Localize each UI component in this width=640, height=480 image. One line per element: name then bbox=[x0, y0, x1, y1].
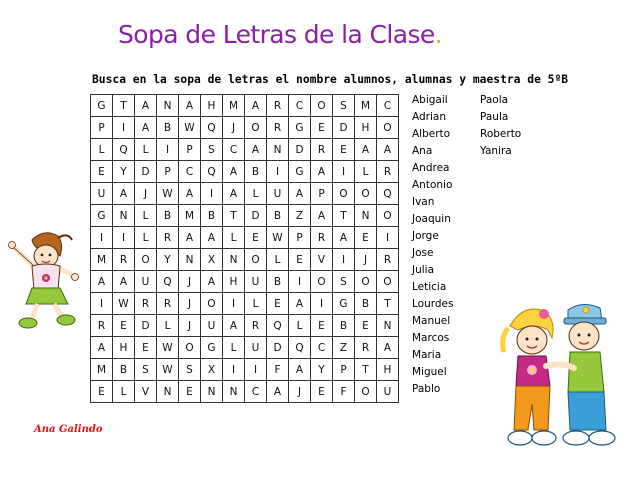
grid-cell: R bbox=[91, 315, 113, 337]
grid-cell: B bbox=[201, 205, 223, 227]
grid-cell: M bbox=[91, 249, 113, 271]
grid-cell: H bbox=[355, 117, 377, 139]
grid-cell: N bbox=[267, 139, 289, 161]
grid-cell: O bbox=[333, 183, 355, 205]
grid-cell: E bbox=[311, 381, 333, 403]
grid-cell: H bbox=[377, 359, 399, 381]
grid-cell: N bbox=[157, 381, 179, 403]
name-item: Andrea bbox=[412, 162, 450, 174]
grid-cell: R bbox=[311, 227, 333, 249]
grid-cell: G bbox=[91, 95, 113, 117]
grid-cell: L bbox=[245, 293, 267, 315]
grid-cell: B bbox=[157, 205, 179, 227]
grid-cell: A bbox=[311, 205, 333, 227]
grid-cell: A bbox=[201, 227, 223, 249]
name-item: Maria bbox=[412, 349, 442, 361]
grid-cell: T bbox=[223, 205, 245, 227]
grid-cell: A bbox=[223, 161, 245, 183]
grid-cell: G bbox=[289, 161, 311, 183]
grid-cell: A bbox=[179, 227, 201, 249]
grid-cell: P bbox=[333, 359, 355, 381]
grid-cell: G bbox=[201, 337, 223, 359]
grid-cell: O bbox=[245, 117, 267, 139]
grid-cell: E bbox=[91, 161, 113, 183]
grid-cell: A bbox=[223, 183, 245, 205]
grid-cell: O bbox=[179, 337, 201, 359]
grid-cell: E bbox=[245, 227, 267, 249]
grid-cell: I bbox=[333, 249, 355, 271]
grid-cell: V bbox=[311, 249, 333, 271]
grid-cell: S bbox=[179, 359, 201, 381]
grid-cell: S bbox=[135, 359, 157, 381]
grid-cell: E bbox=[113, 315, 135, 337]
grid-cell: T bbox=[333, 205, 355, 227]
grid-cell: B bbox=[267, 271, 289, 293]
grid-cell: H bbox=[113, 337, 135, 359]
grid-cell: N bbox=[179, 249, 201, 271]
grid-cell: W bbox=[267, 227, 289, 249]
grid-cell: P bbox=[157, 161, 179, 183]
hugging-children-icon bbox=[490, 296, 625, 456]
grid-cell: N bbox=[157, 95, 179, 117]
grid-cell: A bbox=[135, 95, 157, 117]
name-item: Joaquin bbox=[412, 213, 451, 225]
grid-cell: J bbox=[223, 117, 245, 139]
grid-cell: E bbox=[267, 293, 289, 315]
grid-cell: A bbox=[245, 139, 267, 161]
name-item: Abigail bbox=[412, 94, 448, 106]
grid-cell: V bbox=[135, 381, 157, 403]
grid-cell: Z bbox=[333, 337, 355, 359]
grid-cell: A bbox=[223, 315, 245, 337]
grid-cell: D bbox=[267, 337, 289, 359]
grid-cell: R bbox=[267, 95, 289, 117]
page-title bbox=[118, 20, 443, 49]
grid-cell: J bbox=[355, 249, 377, 271]
grid-cell: T bbox=[113, 95, 135, 117]
grid-cell: P bbox=[289, 227, 311, 249]
name-item: Ivan bbox=[412, 196, 435, 208]
grid-cell: E bbox=[289, 249, 311, 271]
grid-cell: I bbox=[289, 271, 311, 293]
grid-cell: L bbox=[355, 161, 377, 183]
grid-cell: J bbox=[179, 293, 201, 315]
grid-cell: W bbox=[157, 183, 179, 205]
grid-cell: C bbox=[223, 139, 245, 161]
grid-cell: L bbox=[135, 139, 157, 161]
grid-cell: Q bbox=[201, 161, 223, 183]
grid-cell: I bbox=[91, 293, 113, 315]
grid-cell: R bbox=[267, 117, 289, 139]
grid-cell: B bbox=[157, 117, 179, 139]
grid-cell: I bbox=[201, 183, 223, 205]
grid-cell: D bbox=[245, 205, 267, 227]
grid-cell: B bbox=[355, 293, 377, 315]
grid-cell: N bbox=[355, 205, 377, 227]
grid-cell: A bbox=[201, 271, 223, 293]
grid-cell: A bbox=[113, 183, 135, 205]
grid-cell: M bbox=[91, 359, 113, 381]
grid-cell: E bbox=[333, 139, 355, 161]
grid-cell: C bbox=[377, 95, 399, 117]
grid-cell: U bbox=[245, 337, 267, 359]
grid-cell: H bbox=[201, 95, 223, 117]
word-search-grid bbox=[90, 94, 399, 403]
grid-cell: L bbox=[135, 205, 157, 227]
grid-cell: I bbox=[157, 139, 179, 161]
grid-cell: U bbox=[135, 271, 157, 293]
grid-cell: R bbox=[377, 161, 399, 183]
grid-cell: L bbox=[223, 337, 245, 359]
grid-cell: E bbox=[311, 117, 333, 139]
grid-cell: G bbox=[91, 205, 113, 227]
instructions-text: Busca en la sopa de letras el nombre alumnos, alumnas y maestra de 5ºB bbox=[92, 73, 569, 86]
grid-cell: S bbox=[333, 95, 355, 117]
grid-cell: O bbox=[355, 381, 377, 403]
grid-cell: A bbox=[289, 359, 311, 381]
grid-cell: M bbox=[179, 205, 201, 227]
grid-cell: L bbox=[267, 249, 289, 271]
grid-cell: C bbox=[289, 95, 311, 117]
grid-cell: X bbox=[201, 359, 223, 381]
grid-cell: E bbox=[311, 315, 333, 337]
grid-cell: A bbox=[179, 95, 201, 117]
name-item: Adrian bbox=[412, 111, 446, 123]
name-item: Lourdes bbox=[412, 298, 454, 310]
name-item: Jose bbox=[412, 247, 434, 259]
names-list-column-1 bbox=[412, 92, 453, 398]
grid-cell: A bbox=[91, 271, 113, 293]
grid-cell: L bbox=[289, 315, 311, 337]
grid-cell: W bbox=[157, 337, 179, 359]
grid-cell: D bbox=[135, 315, 157, 337]
grid-cell: U bbox=[267, 183, 289, 205]
grid-cell: O bbox=[377, 117, 399, 139]
grid-cell: U bbox=[377, 381, 399, 403]
grid-cell: N bbox=[377, 315, 399, 337]
grid-cell: B bbox=[267, 205, 289, 227]
grid-cell: S bbox=[201, 139, 223, 161]
name-item: Paola bbox=[480, 94, 509, 106]
grid-cell: S bbox=[333, 271, 355, 293]
grid-cell: R bbox=[355, 337, 377, 359]
grid-cell: Q bbox=[113, 139, 135, 161]
grid-cell: L bbox=[157, 315, 179, 337]
name-item: Ana bbox=[412, 145, 433, 157]
grid-cell: Q bbox=[377, 183, 399, 205]
grid-cell: N bbox=[223, 249, 245, 271]
grid-cell: O bbox=[355, 271, 377, 293]
grid-cell: J bbox=[179, 315, 201, 337]
grid-cell: W bbox=[179, 117, 201, 139]
grid-cell: D bbox=[289, 139, 311, 161]
name-item: Yanira bbox=[480, 145, 512, 157]
grid-cell: J bbox=[289, 381, 311, 403]
grid-cell: G bbox=[289, 117, 311, 139]
grid-cell: E bbox=[355, 227, 377, 249]
grid-cell: M bbox=[355, 95, 377, 117]
name-item: Roberto bbox=[480, 128, 522, 140]
grid-cell: H bbox=[223, 271, 245, 293]
grid-cell: A bbox=[179, 183, 201, 205]
grid-cell: J bbox=[135, 183, 157, 205]
grid-cell: U bbox=[245, 271, 267, 293]
name-item: Jorge bbox=[412, 230, 439, 242]
name-item: Antonio bbox=[412, 179, 453, 191]
grid-cell: Q bbox=[201, 117, 223, 139]
grid-cell: A bbox=[91, 337, 113, 359]
grid-cell: B bbox=[245, 161, 267, 183]
grid-cell: P bbox=[179, 139, 201, 161]
title-dot: . bbox=[434, 20, 443, 49]
grid-cell: E bbox=[179, 381, 201, 403]
grid-cell: A bbox=[311, 161, 333, 183]
name-item: Alberto bbox=[412, 128, 451, 140]
name-item: Julia bbox=[412, 264, 435, 276]
grid-cell: P bbox=[311, 183, 333, 205]
name-item: Manuel bbox=[412, 315, 451, 327]
grid-cell: I bbox=[377, 227, 399, 249]
grid-cell: R bbox=[157, 227, 179, 249]
names-list-column-2 bbox=[480, 92, 521, 160]
grid-cell: A bbox=[355, 139, 377, 161]
grid-cell: I bbox=[91, 227, 113, 249]
grid-cell: L bbox=[135, 227, 157, 249]
grid-cell: I bbox=[113, 227, 135, 249]
grid-cell: A bbox=[245, 95, 267, 117]
grid-cell: O bbox=[377, 205, 399, 227]
grid-cell: D bbox=[333, 117, 355, 139]
grid-cell: R bbox=[377, 249, 399, 271]
author-signature: Ana Galindo bbox=[34, 424, 103, 435]
grid-cell: E bbox=[355, 315, 377, 337]
name-item: Leticia bbox=[412, 281, 447, 293]
grid-cell: N bbox=[201, 381, 223, 403]
grid-cell: F bbox=[333, 381, 355, 403]
grid-cell: A bbox=[289, 293, 311, 315]
grid-cell: W bbox=[157, 359, 179, 381]
grid-cell: A bbox=[377, 337, 399, 359]
grid-cell: A bbox=[267, 381, 289, 403]
grid-cell: Z bbox=[289, 205, 311, 227]
grid-cell: O bbox=[355, 183, 377, 205]
grid-cell: L bbox=[223, 227, 245, 249]
grid-cell: Q bbox=[267, 315, 289, 337]
grid-cell: X bbox=[201, 249, 223, 271]
grid-cell: A bbox=[113, 271, 135, 293]
grid-cell: I bbox=[267, 161, 289, 183]
grid-cell: R bbox=[157, 293, 179, 315]
grid-cell: L bbox=[245, 183, 267, 205]
grid-cell: R bbox=[311, 139, 333, 161]
name-item: Pablo bbox=[412, 383, 441, 395]
grid-cell: B bbox=[113, 359, 135, 381]
grid-cell: D bbox=[135, 161, 157, 183]
grid-cell: Y bbox=[113, 161, 135, 183]
name-item: Paula bbox=[480, 111, 509, 123]
grid-cell: C bbox=[311, 337, 333, 359]
grid-cell: Q bbox=[289, 337, 311, 359]
grid-cell: F bbox=[267, 359, 289, 381]
grid-cell: I bbox=[333, 161, 355, 183]
grid-cell: C bbox=[245, 381, 267, 403]
grid-cell: Y bbox=[311, 359, 333, 381]
grid-cell: E bbox=[135, 337, 157, 359]
jumping-child-icon bbox=[2, 226, 86, 338]
grid-cell: A bbox=[377, 139, 399, 161]
grid-cell: I bbox=[223, 359, 245, 381]
grid-cell: O bbox=[311, 95, 333, 117]
grid-cell: R bbox=[135, 293, 157, 315]
grid-cell: W bbox=[113, 293, 135, 315]
name-item: Miguel bbox=[412, 366, 447, 378]
grid-cell: E bbox=[91, 381, 113, 403]
grid-cell: B bbox=[333, 315, 355, 337]
grid-cell: R bbox=[245, 315, 267, 337]
grid-cell: U bbox=[201, 315, 223, 337]
grid-cell: I bbox=[245, 359, 267, 381]
grid-cell: R bbox=[113, 249, 135, 271]
name-item: Marcos bbox=[412, 332, 450, 344]
grid-cell: I bbox=[113, 117, 135, 139]
grid-cell: N bbox=[223, 381, 245, 403]
grid-cell: O bbox=[135, 249, 157, 271]
grid-cell: O bbox=[245, 249, 267, 271]
grid-cell: L bbox=[113, 381, 135, 403]
grid-cell: P bbox=[91, 117, 113, 139]
grid-cell: A bbox=[333, 227, 355, 249]
grid-cell: U bbox=[91, 183, 113, 205]
grid-cell: I bbox=[223, 293, 245, 315]
grid-cell: O bbox=[201, 293, 223, 315]
grid-cell: A bbox=[289, 183, 311, 205]
grid-cell: O bbox=[377, 271, 399, 293]
grid-cell: C bbox=[179, 161, 201, 183]
grid-cell: I bbox=[311, 293, 333, 315]
grid-cell: G bbox=[333, 293, 355, 315]
grid-cell: J bbox=[179, 271, 201, 293]
grid-cell: L bbox=[91, 139, 113, 161]
grid-cell: N bbox=[113, 205, 135, 227]
grid-cell: A bbox=[135, 117, 157, 139]
title-text: Sopa de Letras de la Clase bbox=[118, 20, 435, 49]
grid-cell: M bbox=[223, 95, 245, 117]
grid-cell: O bbox=[311, 271, 333, 293]
grid-cell: T bbox=[377, 293, 399, 315]
grid-cell: Q bbox=[157, 271, 179, 293]
grid-cell: Y bbox=[157, 249, 179, 271]
grid-cell: T bbox=[355, 359, 377, 381]
